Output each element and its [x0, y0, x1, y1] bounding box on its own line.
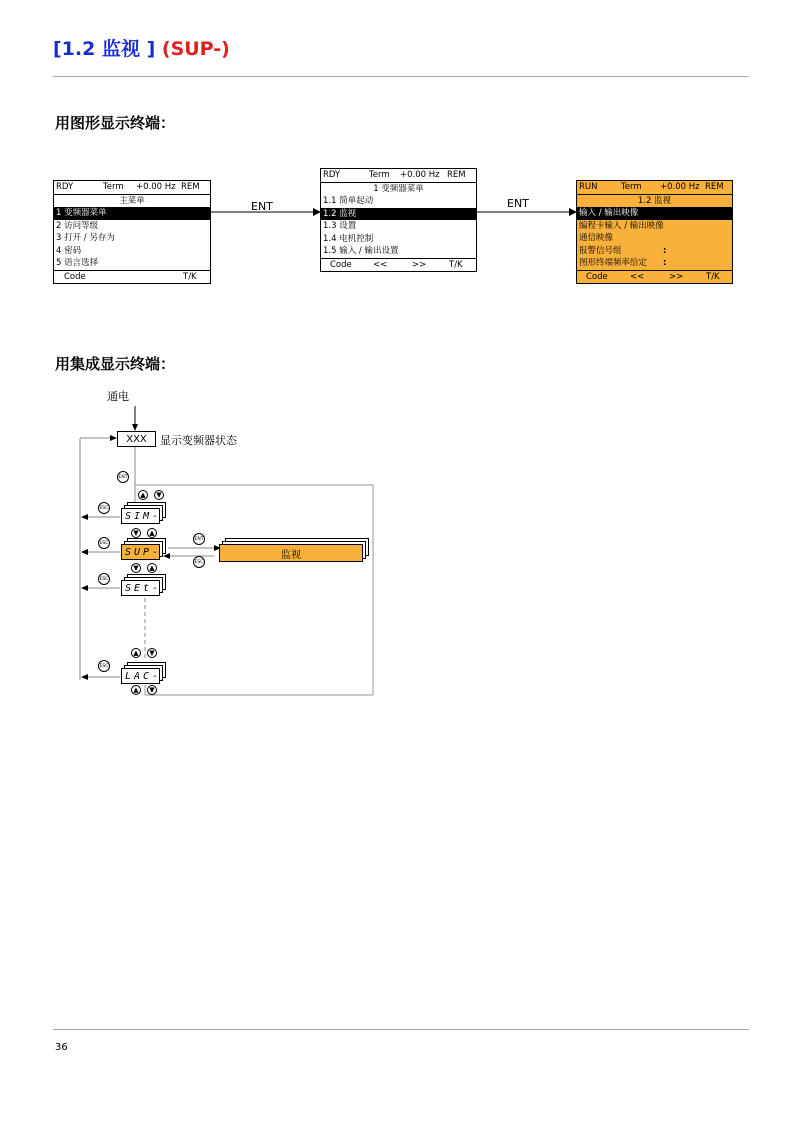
code-key[interactable]: Code: [586, 271, 608, 282]
menu-item-label: 1.2 监视: [323, 208, 357, 219]
screen-title-text: 1 变频器菜单: [373, 183, 424, 194]
up-arrow-button[interactable]: ▲: [131, 685, 141, 695]
status-channel: Term: [369, 170, 390, 180]
sim-code: SIM-: [121, 508, 160, 524]
ent-button[interactable]: ENT: [117, 471, 129, 483]
status-frequency: +0.00 Hz: [400, 170, 440, 180]
menu-item-label: 5 语言选择: [56, 258, 99, 268]
esc-button[interactable]: ESC: [98, 660, 110, 672]
down-arrow-button[interactable]: ▼: [147, 685, 157, 695]
prev-key[interactable]: <<: [630, 271, 645, 282]
esc-button[interactable]: ESC: [193, 556, 205, 568]
menu-item-label: 1.4 电机控制: [323, 233, 374, 244]
menu-item-label: 1.3 设置: [323, 221, 357, 231]
status-mode: REM: [705, 182, 724, 192]
power-on-label: 通电: [107, 390, 129, 403]
tk-key[interactable]: T/K: [183, 271, 197, 282]
menu-item-label: 2 访问等级: [56, 220, 99, 231]
title-code: [1.2 监视 ]: [53, 38, 156, 60]
set-menu-display[interactable]: [121, 580, 160, 596]
esc-button[interactable]: ESC: [98, 537, 110, 549]
lac-code: LAC-: [121, 668, 160, 684]
code-key[interactable]: Code: [64, 271, 86, 282]
drive-state-display: XXX: [117, 431, 156, 447]
menu-item-label: 1.5 输入 / 输出设置: [323, 246, 399, 256]
menu-item-label: 1.1 简单起动: [323, 196, 374, 206]
menu-item-label: 通信映像: [579, 233, 614, 243]
drive-state-description: 显示变频器状态: [160, 434, 237, 447]
next-key[interactable]: >>: [412, 259, 427, 270]
screen-title-text: 主菜单: [119, 195, 145, 206]
menu-item-label: 图形终端频率给定: [579, 258, 648, 268]
up-arrow-button[interactable]: ▲: [147, 563, 157, 573]
menu-item-label: 3 打开 / 另存为: [56, 233, 115, 243]
bottom-rule: [53, 1029, 749, 1030]
lac-menu-display[interactable]: [121, 668, 160, 684]
status-mode: REM: [447, 170, 466, 180]
menu-item-label: 编程卡输入 / 输出映像: [579, 220, 664, 231]
title-param: (SUP-): [161, 38, 230, 60]
sup-code: SUP-: [121, 544, 160, 560]
sim-menu-display[interactable]: [121, 508, 160, 524]
sup-menu-display[interactable]: [121, 544, 160, 560]
status-channel: Term: [103, 182, 124, 192]
tk-key[interactable]: T/K: [449, 259, 463, 270]
down-arrow-button[interactable]: ▼: [131, 563, 141, 573]
status-state: RUN: [579, 182, 598, 192]
tk-key[interactable]: T/K: [706, 271, 720, 282]
section-integrated-heading: 用集成显示终端：: [55, 355, 176, 373]
esc-button[interactable]: ESC: [98, 502, 110, 514]
screen-title-text: 1.2 监视: [637, 195, 672, 206]
status-frequency: +0.00 Hz: [136, 182, 176, 192]
esc-button[interactable]: ESC: [98, 573, 110, 585]
menu-item-label: 1 变频器菜单: [56, 208, 107, 218]
up-arrow-button[interactable]: ▲: [147, 528, 157, 538]
section-graphic-heading: 用图形显示终端：: [55, 114, 176, 132]
next-key[interactable]: >>: [669, 271, 684, 282]
status-mode: REM: [181, 182, 200, 192]
menu-item-label: 4 密码: [56, 245, 82, 256]
down-arrow-button[interactable]: ▼: [147, 648, 157, 658]
ent-arrow-label: ENT: [507, 197, 529, 210]
up-arrow-button[interactable]: ▲: [131, 648, 141, 658]
status-state: RDY: [323, 170, 341, 180]
ent-arrow-label: ENT: [251, 200, 273, 213]
up-arrow-button[interactable]: ▲: [138, 490, 148, 500]
status-frequency: +0.00 Hz: [660, 182, 700, 192]
page-number: 36: [55, 1042, 68, 1053]
menu-item-label: 报警信号组: [579, 245, 622, 256]
monitoring-menu-bar[interactable]: [219, 544, 363, 562]
prev-key[interactable]: <<: [373, 259, 388, 270]
monitoring-label: 监视: [219, 544, 363, 562]
set-code: SEt-: [121, 580, 160, 596]
down-arrow-button[interactable]: ▼: [154, 490, 164, 500]
status-channel: Term: [621, 182, 642, 192]
value-colon: :: [663, 245, 667, 256]
down-arrow-button[interactable]: ▼: [131, 528, 141, 538]
code-key[interactable]: Code: [330, 259, 352, 270]
value-colon: :: [663, 258, 667, 268]
menu-item-label: 输入 / 输出映像: [579, 208, 639, 218]
status-state: RDY: [56, 182, 74, 192]
ent-button[interactable]: ENT: [193, 533, 205, 545]
